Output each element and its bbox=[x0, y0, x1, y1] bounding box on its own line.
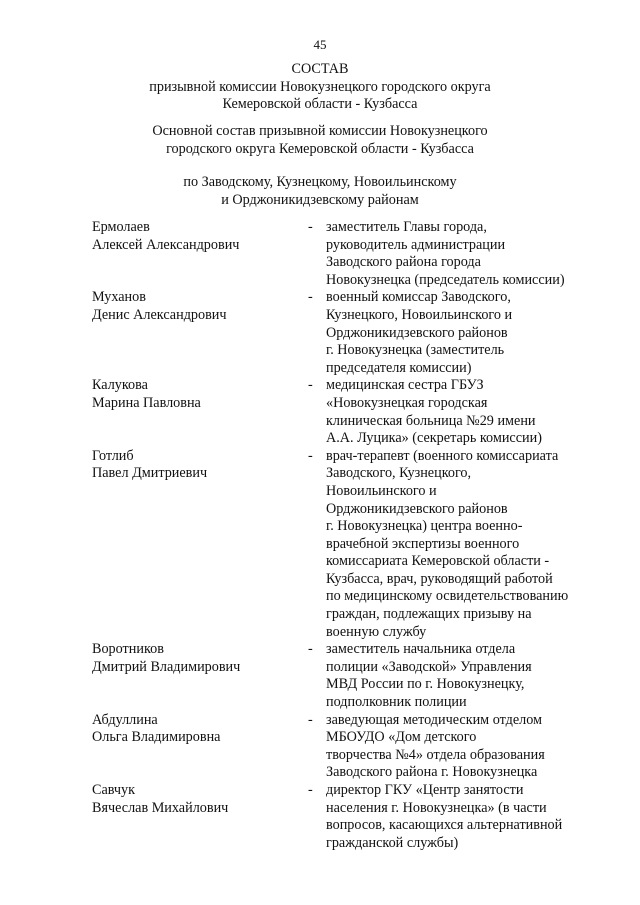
role-line: населения г. Новокузнецка» (в части bbox=[326, 799, 547, 816]
role-line: вопросов, касающихся альтернативной bbox=[326, 817, 563, 834]
role-line: врачебной экспертизы военного bbox=[326, 535, 520, 552]
dash-separator: - bbox=[308, 219, 313, 235]
member-name bbox=[92, 641, 308, 711]
member-role bbox=[326, 782, 592, 852]
role-line: Новоильинского и bbox=[326, 482, 437, 499]
member-name bbox=[92, 219, 308, 289]
role-line: Кузбасса, врач, руководящий работой bbox=[326, 570, 553, 587]
members-list bbox=[92, 219, 592, 852]
role-line: Заводского, Кузнецкого, bbox=[326, 465, 472, 482]
member-surname: Муханов bbox=[92, 289, 146, 306]
member-row bbox=[92, 641, 592, 711]
dash-separator: - bbox=[308, 782, 313, 798]
member-given-names: Вячеслав Михайлович bbox=[92, 799, 229, 816]
role-line: Орджоникидзевского районов bbox=[326, 500, 508, 517]
heading-line: по Заводскому, Кузнецкому, Новоильинскому bbox=[183, 174, 457, 190]
role-line: «Новокузнецкая городская bbox=[326, 394, 488, 411]
member-role bbox=[326, 219, 592, 289]
role-line: граждан, подлежащих призыву на bbox=[326, 606, 532, 623]
role-line: Заводского района г. Новокузнецка bbox=[326, 764, 538, 781]
member-given-names: Марина Павловна bbox=[92, 394, 201, 411]
title-line: СОСТАВ bbox=[291, 61, 349, 77]
role-line: медицинская сестра ГБУЗ bbox=[326, 377, 484, 394]
dash-separator: - bbox=[308, 711, 313, 728]
member-row bbox=[92, 712, 592, 782]
member-row bbox=[92, 377, 592, 447]
member-role bbox=[326, 641, 592, 711]
role-line: председателя комиссии) bbox=[326, 359, 472, 376]
member-surname: Готлиб bbox=[92, 447, 134, 464]
member-surname: Абдуллина bbox=[92, 711, 158, 728]
role-line: военную службу bbox=[326, 623, 427, 640]
role-line: заместитель Главы города, bbox=[326, 219, 487, 235]
member-given-names: Дмитрий Владимирович bbox=[92, 658, 241, 675]
member-name bbox=[92, 712, 308, 782]
member-given-names: Алексей Александрович bbox=[92, 236, 240, 253]
member-given-names: Ольга Владимировна bbox=[92, 729, 221, 746]
role-line: военный комиссар Заводского, bbox=[326, 289, 511, 306]
role-line: Кузнецкого, Новоильинского и bbox=[326, 306, 513, 323]
member-role bbox=[326, 448, 592, 642]
role-line: директор ГКУ «Центр занятости bbox=[326, 782, 524, 798]
member-name bbox=[92, 448, 308, 642]
role-line: г. Новокузнецка) центра военно- bbox=[326, 518, 523, 535]
role-line: Орджоникидзевского районов bbox=[326, 324, 508, 341]
role-line: заместитель начальника отдела bbox=[326, 641, 516, 658]
role-line: по медицинскому освидетельствованию bbox=[326, 588, 569, 605]
role-line: А.А. Луцика» (секретарь комиссии) bbox=[326, 430, 542, 447]
title-line: Кемеровской области - Кузбасса bbox=[222, 96, 418, 112]
role-line: врач-терапевт (военного комиссариата bbox=[326, 447, 559, 464]
role-line: комиссариата Кемеровской области - bbox=[326, 553, 550, 570]
member-surname: Воротников bbox=[92, 641, 164, 658]
district-heading bbox=[0, 174, 640, 209]
role-line: руководитель администрации bbox=[326, 236, 506, 253]
role-line: Новокузнецка (председатель комиссии) bbox=[326, 271, 565, 288]
member-surname: Калукова bbox=[92, 377, 148, 394]
member-surname: Савчук bbox=[92, 782, 136, 798]
heading-line: и Орджоникидзевскому районам bbox=[221, 191, 419, 208]
member-surname: Ермолаев bbox=[92, 219, 150, 235]
role-line: г. Новокузнецка (заместитель bbox=[326, 342, 505, 359]
role-line: творчества №4» отдела образования bbox=[326, 746, 545, 763]
role-line: заведующая методическим отделом bbox=[326, 711, 543, 728]
member-name bbox=[92, 377, 308, 447]
dash-separator: - bbox=[308, 641, 313, 658]
role-line: МБОУДО «Дом детского bbox=[326, 729, 477, 746]
document-title bbox=[0, 61, 640, 114]
dash-separator: - bbox=[308, 289, 313, 306]
role-line: Заводского района города bbox=[326, 254, 481, 271]
page-number: 45 bbox=[313, 37, 327, 52]
dash-separator: - bbox=[308, 377, 313, 394]
role-line: подполковник полиции bbox=[326, 694, 467, 711]
member-row bbox=[92, 448, 592, 642]
member-name bbox=[92, 782, 308, 852]
member-row bbox=[92, 289, 592, 377]
member-role bbox=[326, 289, 592, 377]
role-line: гражданской службы) bbox=[326, 834, 459, 851]
member-given-names: Денис Александрович bbox=[92, 306, 227, 323]
member-row bbox=[92, 782, 592, 852]
heading-line: Основной состав призывной комиссии Новокузнецкого bbox=[152, 123, 488, 139]
role-line: полиции «Заводской» Управления bbox=[326, 658, 532, 675]
member-name bbox=[92, 289, 308, 377]
role-line: клиническая больница №29 имени bbox=[326, 412, 536, 429]
heading-line: городского округа Кемеровской области - Кузбасса bbox=[166, 140, 474, 157]
member-given-names: Павел Дмитриевич bbox=[92, 465, 208, 482]
member-row bbox=[92, 219, 592, 289]
main-composition-heading bbox=[0, 123, 640, 158]
member-role bbox=[326, 712, 592, 782]
member-role bbox=[326, 377, 592, 447]
role-line: МВД России по г. Новокузнецку, bbox=[326, 676, 525, 693]
dash-separator: - bbox=[308, 447, 313, 464]
title-line: призывной комиссии Новокузнецкого городского округа bbox=[149, 78, 491, 95]
